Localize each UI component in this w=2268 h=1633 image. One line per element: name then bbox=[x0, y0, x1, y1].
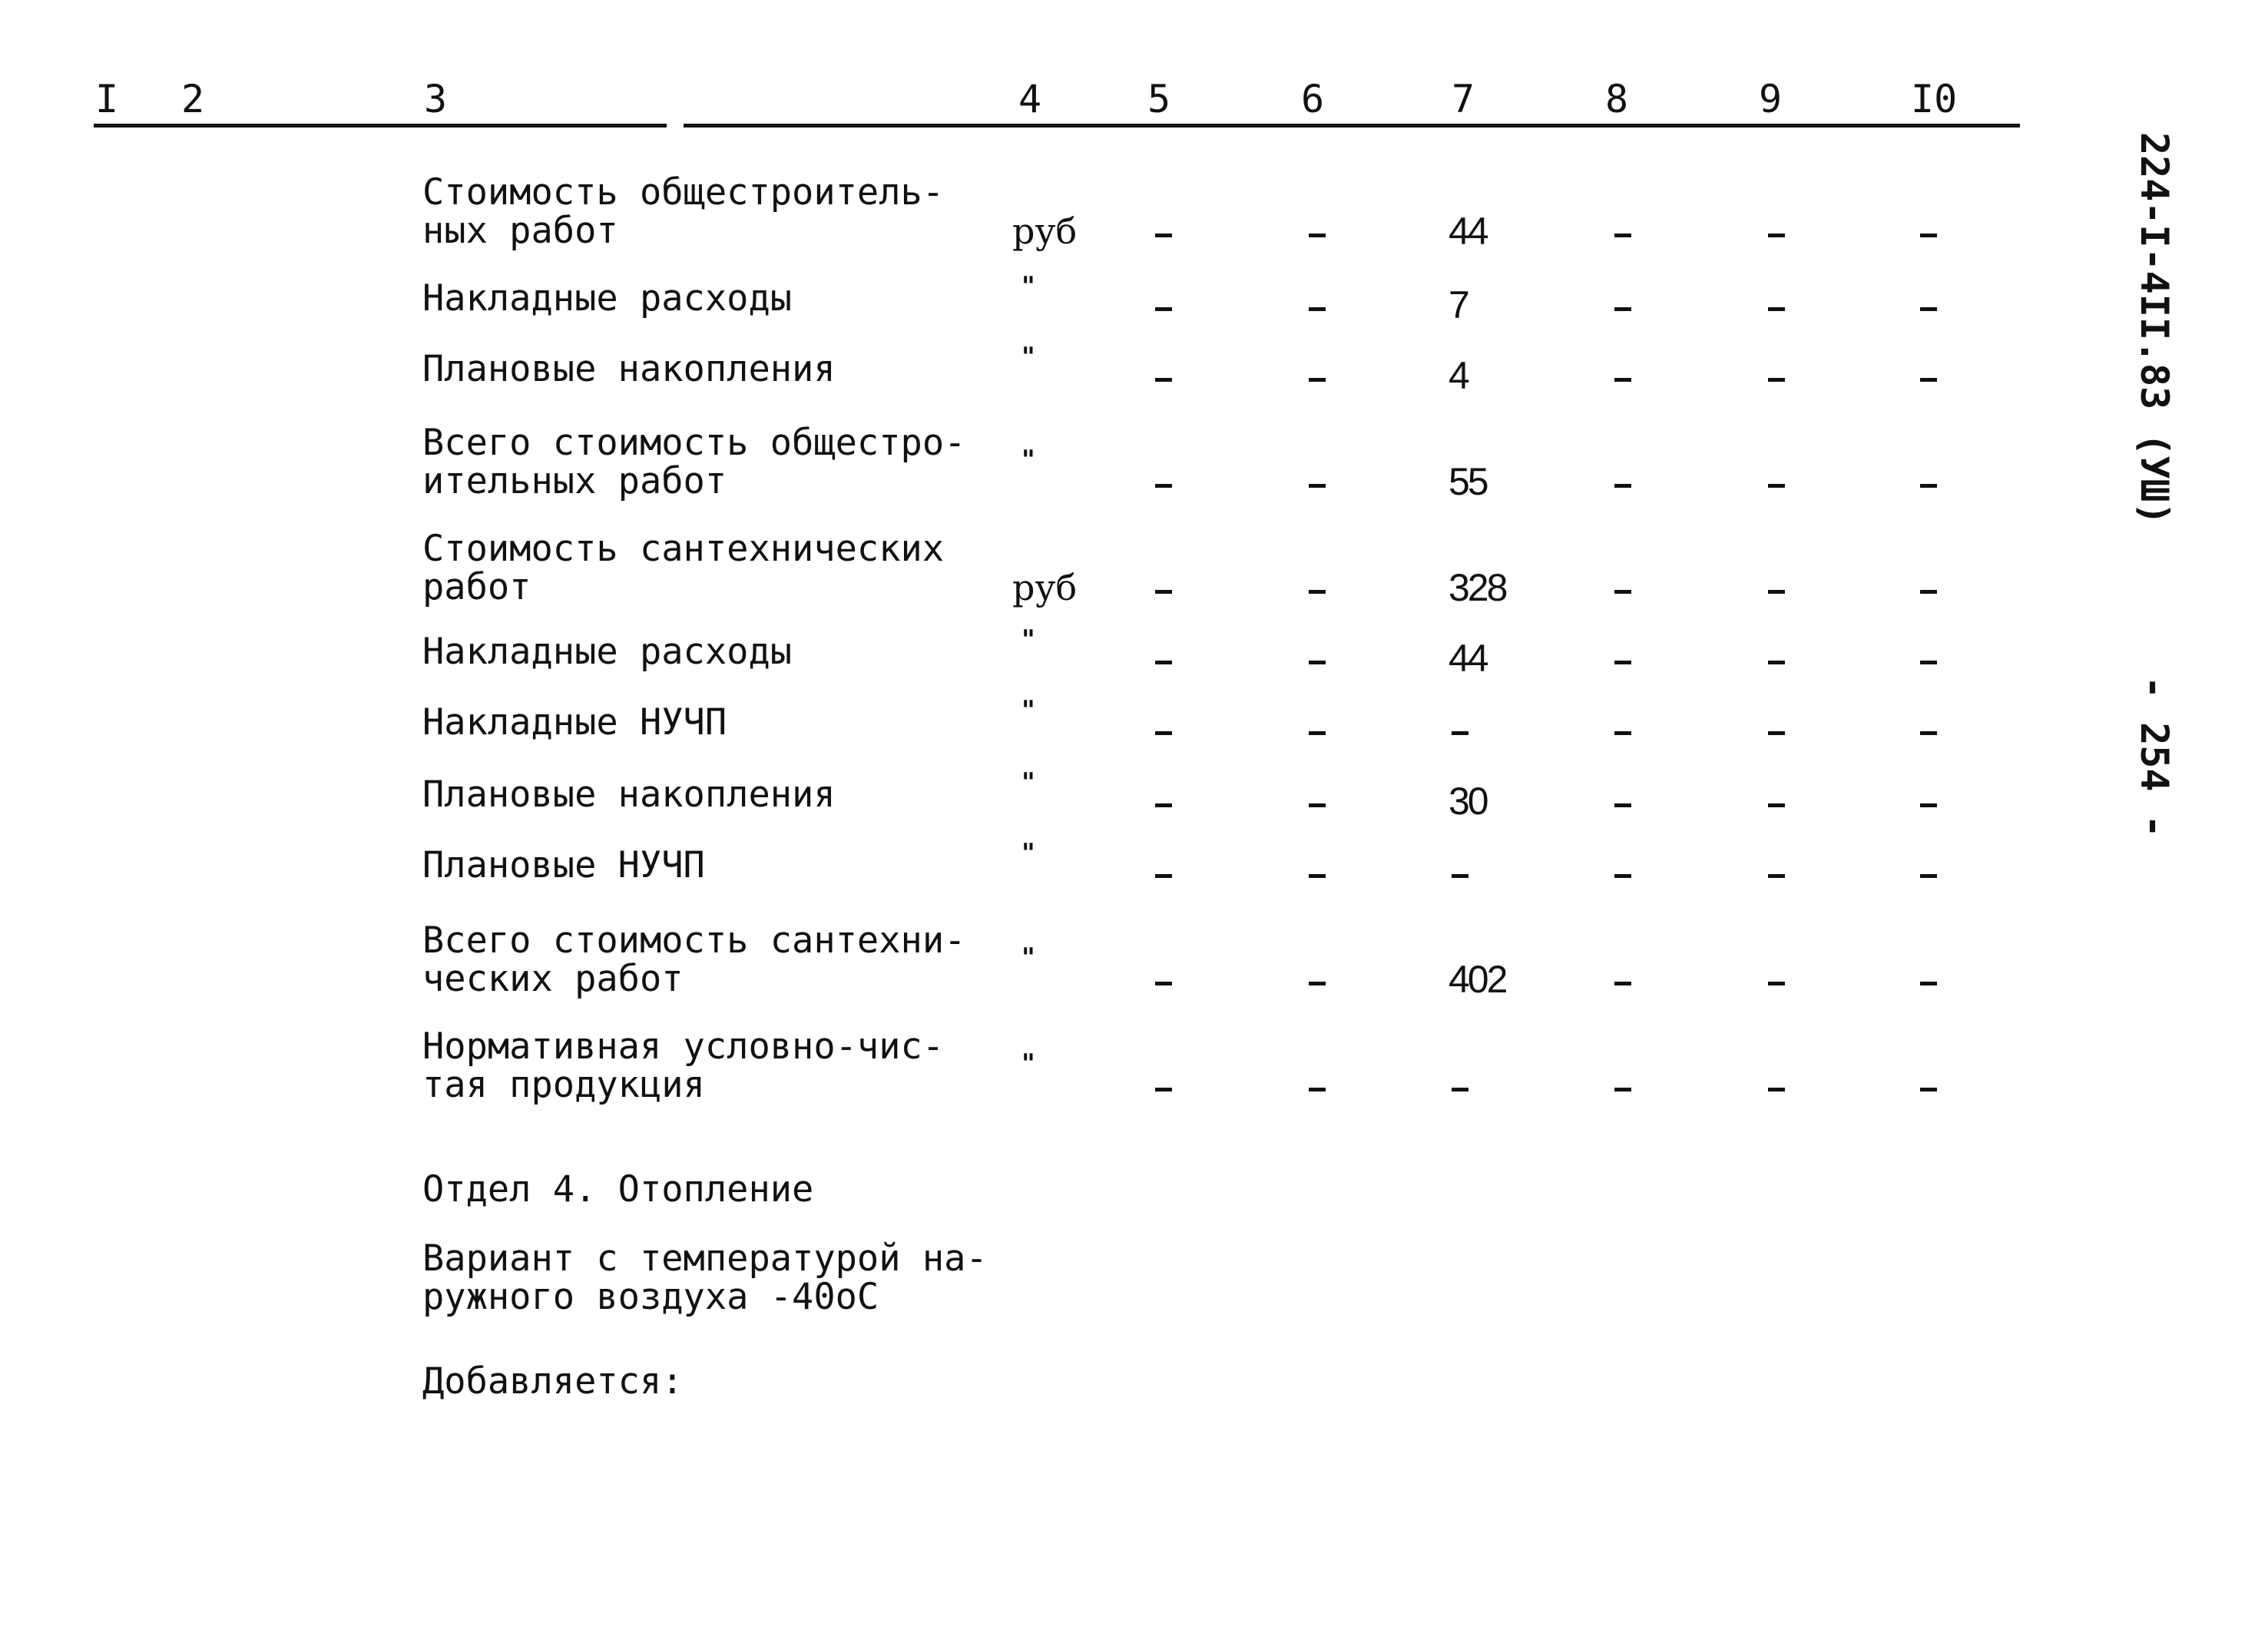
cell-dash-c7 bbox=[1452, 1088, 1468, 1091]
cell-dash-c6 bbox=[1309, 1088, 1326, 1091]
cell-dash-c6 bbox=[1309, 982, 1326, 985]
cell-dash-c8 bbox=[1614, 661, 1631, 664]
cell-dash-c9 bbox=[1768, 234, 1785, 237]
cell-value-c7: 55 bbox=[1449, 460, 1487, 503]
cell-dash-c8 bbox=[1614, 307, 1631, 311]
row-description: Накладные НУЧП bbox=[422, 701, 727, 744]
row-description: Всего стоимость общестро- ительных работ bbox=[422, 422, 966, 502]
cell-dash-c5 bbox=[1155, 307, 1172, 311]
cell-dash-c5 bbox=[1155, 1088, 1172, 1091]
cell-dash-c8 bbox=[1614, 590, 1631, 594]
col-header-7: 7 bbox=[1452, 77, 1475, 121]
cell-dash-c7 bbox=[1452, 731, 1468, 735]
col-header-6: 6 bbox=[1301, 77, 1325, 121]
cell-dash-c5 bbox=[1155, 803, 1172, 807]
cell-dash-c5 bbox=[1155, 484, 1172, 488]
cell-dash-c10 bbox=[1920, 982, 1937, 985]
col-header-5: 5 bbox=[1147, 77, 1171, 121]
col-header-10: I0 bbox=[1911, 77, 1958, 121]
row-unit: руб bbox=[1012, 210, 1078, 252]
row-unit: " bbox=[1021, 445, 1035, 475]
cell-dash-c10 bbox=[1920, 590, 1937, 594]
cell-dash-c5 bbox=[1155, 590, 1172, 594]
cell-dash-c10 bbox=[1920, 378, 1937, 382]
cell-dash-c8 bbox=[1614, 731, 1631, 735]
cell-dash-c9 bbox=[1768, 803, 1785, 807]
cell-dash-c5 bbox=[1155, 874, 1172, 878]
cell-dash-c5 bbox=[1155, 234, 1172, 237]
cell-dash-c8 bbox=[1614, 234, 1631, 237]
cell-dash-c9 bbox=[1768, 1088, 1785, 1091]
variant-text: Вариант с температурой на- ружного воздуха -40оС bbox=[422, 1237, 988, 1318]
cell-dash-c8 bbox=[1614, 1088, 1631, 1091]
row-description: Плановые накопления bbox=[422, 348, 836, 390]
cell-value-c7: 7 bbox=[1449, 283, 1468, 326]
cell-dash-c8 bbox=[1614, 803, 1631, 807]
cell-dash-c8 bbox=[1614, 484, 1631, 488]
cell-dash-c9 bbox=[1768, 590, 1785, 594]
cell-dash-c6 bbox=[1309, 731, 1326, 735]
col-header-4: 4 bbox=[1018, 77, 1042, 121]
cell-value-c7: 328 bbox=[1449, 566, 1506, 609]
row-description: Накладные расходы bbox=[422, 277, 793, 320]
row-description: Плановые НУЧП bbox=[422, 844, 705, 886]
row-unit: " bbox=[1021, 342, 1035, 373]
cell-dash-c6 bbox=[1309, 590, 1326, 594]
cell-dash-c9 bbox=[1768, 661, 1785, 664]
cell-dash-c9 bbox=[1768, 874, 1785, 878]
row-description: Накладные расходы bbox=[422, 631, 793, 673]
col-header-1: I bbox=[95, 77, 119, 121]
cell-dash-c8 bbox=[1614, 378, 1631, 382]
page-number: - 254 - bbox=[2132, 676, 2177, 838]
cell-dash-c9 bbox=[1768, 484, 1785, 488]
cell-dash-c10 bbox=[1920, 661, 1937, 664]
cell-dash-c10 bbox=[1920, 803, 1937, 807]
cell-dash-c10 bbox=[1920, 484, 1937, 488]
cell-dash-c10 bbox=[1920, 307, 1937, 311]
cell-dash-c5 bbox=[1155, 731, 1172, 735]
cell-dash-c10 bbox=[1920, 731, 1937, 735]
col-header-8: 8 bbox=[1605, 77, 1629, 121]
added-label: Добавляется: bbox=[422, 1360, 684, 1403]
col-header-2: 2 bbox=[181, 77, 205, 121]
cell-value-c7: 30 bbox=[1449, 780, 1487, 823]
cell-dash-c5 bbox=[1155, 378, 1172, 382]
row-description: Нормативная условно-чис- тая продукция bbox=[422, 1025, 945, 1106]
cell-dash-c9 bbox=[1768, 378, 1785, 382]
cell-dash-c6 bbox=[1309, 484, 1326, 488]
cell-dash-c10 bbox=[1920, 1088, 1937, 1091]
cell-dash-c10 bbox=[1920, 874, 1937, 878]
row-unit: " bbox=[1021, 942, 1035, 973]
header-rule-left bbox=[94, 124, 667, 128]
cell-dash-c7 bbox=[1452, 874, 1468, 878]
row-description: Всего стоимость сантехни- ческих работ bbox=[422, 919, 966, 1000]
cell-dash-c10 bbox=[1920, 234, 1937, 237]
row-unit: " bbox=[1021, 1048, 1035, 1079]
cell-dash-c6 bbox=[1309, 803, 1326, 807]
row-unit: " bbox=[1021, 271, 1035, 302]
cell-dash-c8 bbox=[1614, 874, 1631, 878]
cell-dash-c9 bbox=[1768, 731, 1785, 735]
document-code: 224-I-4II.83 (УШ) bbox=[2132, 132, 2177, 525]
row-unit: " bbox=[1021, 838, 1035, 869]
col-header-3: 3 bbox=[424, 77, 448, 121]
cell-dash-c9 bbox=[1768, 982, 1785, 985]
row-unit: " bbox=[1021, 767, 1035, 798]
cell-dash-c9 bbox=[1768, 307, 1785, 311]
cell-dash-c6 bbox=[1309, 378, 1326, 382]
cell-dash-c5 bbox=[1155, 982, 1172, 985]
cell-dash-c6 bbox=[1309, 661, 1326, 664]
cell-value-c7: 4 bbox=[1449, 354, 1468, 397]
header-rule-right bbox=[684, 124, 2020, 128]
row-description: Плановые накопления bbox=[422, 773, 836, 816]
cell-value-c7: 44 bbox=[1449, 210, 1487, 253]
row-description: Стоимость общестроитель- ных работ bbox=[422, 171, 945, 252]
cell-value-c7: 44 bbox=[1449, 637, 1487, 680]
cell-dash-c5 bbox=[1155, 661, 1172, 664]
col-header-9: 9 bbox=[1759, 77, 1783, 121]
row-description: Стоимость сантехнических работ bbox=[422, 528, 945, 608]
row-unit: " bbox=[1021, 624, 1035, 655]
cell-value-c7: 402 bbox=[1449, 958, 1506, 1001]
cell-dash-c6 bbox=[1309, 874, 1326, 878]
row-unit: руб bbox=[1012, 567, 1078, 608]
section-title: Отдел 4. Отопление bbox=[422, 1168, 814, 1211]
row-unit: " bbox=[1021, 695, 1035, 726]
cell-dash-c6 bbox=[1309, 307, 1326, 311]
cell-dash-c6 bbox=[1309, 234, 1326, 237]
cell-dash-c8 bbox=[1614, 982, 1631, 985]
